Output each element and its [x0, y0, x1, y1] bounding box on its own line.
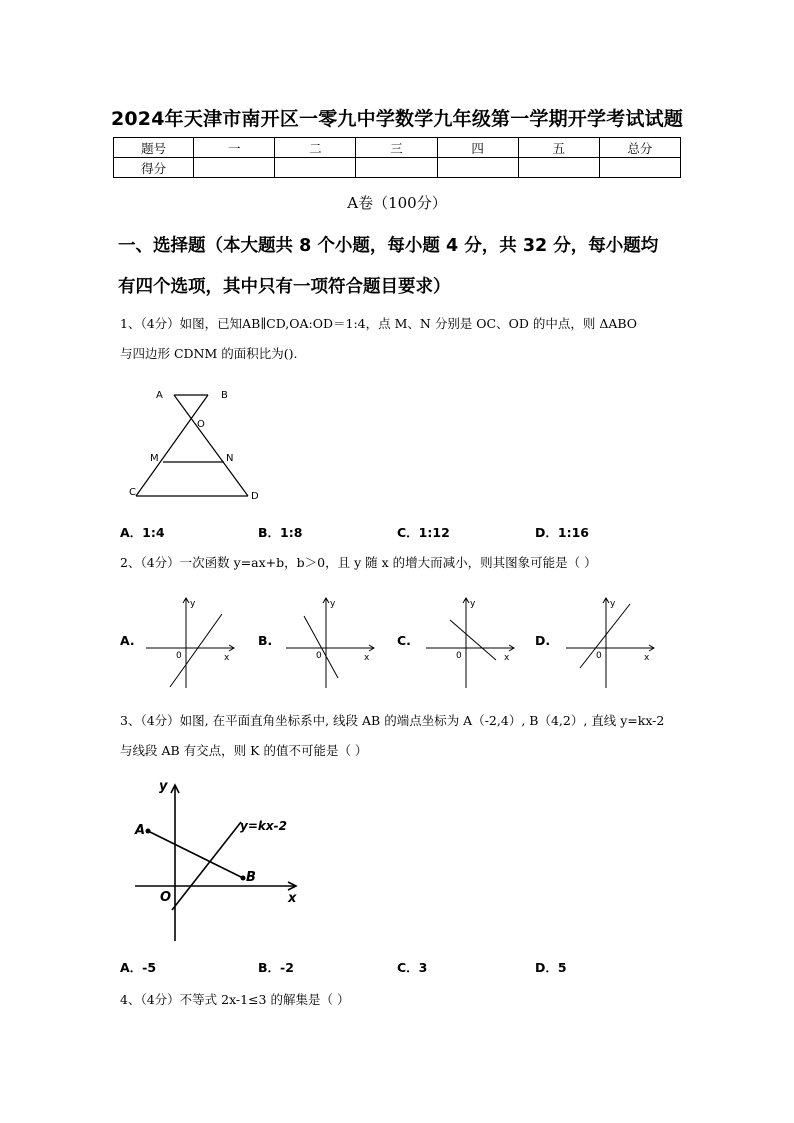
section-heading-line1: 一、选择题（本大题共 8 个小题，每小题 4 分，共 32 分，每小题均 — [118, 236, 659, 256]
x-label: x — [644, 653, 650, 663]
label-o: O — [197, 419, 205, 430]
label-b: B — [221, 390, 228, 401]
origin-label: O — [160, 890, 172, 905]
q2-choice-a[interactable]: A. — [120, 633, 135, 648]
origin-label: 0 — [456, 651, 462, 661]
point-a — [146, 829, 151, 834]
q3-option-b[interactable]: B．-2 — [258, 960, 294, 975]
question-3-line2: 与线段 AB 有交点，则 K 的值不可能是（ ） — [120, 743, 368, 758]
question-1-line2: 与四边形 CDNM 的面积比为(). — [120, 346, 298, 361]
origin-label: 0 — [176, 651, 182, 661]
origin-label: 0 — [316, 651, 322, 661]
q3-option-d[interactable]: D．5 — [535, 960, 567, 975]
score-header-cell: 四 — [437, 138, 518, 158]
question-3-line1: 3、（4分）如图, 在平面直角坐标系中, 线段 AB 的端点坐标为 A（-2,4）, B（4,2）, 直线 y=kx-2 — [120, 713, 665, 728]
q2-choice-c[interactable]: C. — [397, 633, 411, 648]
score-header-cell: 五 — [518, 138, 599, 158]
label-n: N — [226, 453, 234, 464]
label-d: D — [251, 491, 259, 502]
label-m: M — [150, 453, 159, 464]
question-1-line1: 1、（4分）如图，已知AB∥CD,OA:OD＝1:4，点 M、N 分别是 OC、OD 的中点，则 ΔABO — [120, 316, 638, 331]
point-b-label: B — [246, 870, 256, 885]
y-axis-label: y — [159, 779, 168, 794]
score-cell[interactable] — [275, 158, 356, 178]
y-label: y — [470, 599, 476, 609]
line-y-kx-2 — [172, 822, 241, 910]
score-header-cell: 题号 — [114, 138, 194, 158]
y-label: y — [610, 599, 616, 609]
score-header-cell: 二 — [275, 138, 356, 158]
y-label: y — [190, 599, 196, 609]
score-table-score-row — [114, 158, 681, 178]
score-cell[interactable] — [437, 158, 518, 178]
function-line — [304, 616, 338, 678]
x-axis-label: x — [288, 891, 297, 906]
score-cell[interactable] — [194, 158, 275, 178]
q2-graph-b — [280, 592, 380, 692]
score-row-label: 得分 — [114, 158, 194, 178]
origin-label: 0 — [596, 651, 602, 661]
x-label: x — [364, 653, 370, 663]
score-table-header-row — [114, 138, 681, 158]
segment-bc — [136, 395, 208, 496]
question-4-line1: 4、（4分）不等式 2x-1≤3 的解集是（ ） — [120, 992, 350, 1007]
label-c: C — [129, 487, 136, 498]
segment-ad — [174, 395, 248, 496]
question-1-figure — [120, 383, 270, 508]
point-b — [241, 876, 246, 881]
x-label: x — [504, 653, 510, 663]
q1-option-c[interactable]: C．1:12 — [397, 525, 450, 540]
x-label: x — [224, 653, 230, 663]
point-a-label: A — [135, 823, 146, 838]
label-a: A — [156, 390, 163, 401]
score-header-cell: 一 — [194, 138, 275, 158]
q1-option-b[interactable]: B．1:8 — [258, 525, 303, 540]
score-header-cell: 总分 — [599, 138, 680, 158]
q2-graph-a — [140, 592, 240, 692]
q3-option-c[interactable]: C．3 — [397, 960, 428, 975]
question-3-figure — [130, 775, 310, 945]
score-cell[interactable] — [599, 158, 680, 178]
score-cell[interactable] — [518, 158, 599, 178]
q1-option-d[interactable]: D．1:16 — [535, 525, 589, 540]
function-line — [580, 604, 630, 668]
page-title: 2024年天津市南开区一零九中学数学九年级第一学期开学考试试题 — [110, 108, 684, 130]
y-label: y — [330, 599, 336, 609]
score-header-cell: 三 — [356, 138, 437, 158]
q1-option-a[interactable]: A．1:4 — [120, 525, 165, 540]
q2-graph-c — [420, 592, 520, 692]
section-heading-line2: 有四个选项，其中只有一项符合题目要求） — [118, 277, 451, 297]
volume-heading: A卷（100分） — [347, 194, 447, 212]
score-table — [113, 137, 681, 178]
q2-choice-d[interactable]: D. — [535, 633, 551, 648]
question-2-line1: 2、（4分）一次函数 y=ax+b，b＞0，且 y 随 x 的增大而减小，则其图象可能是（ ） — [120, 555, 597, 570]
score-cell[interactable] — [356, 158, 437, 178]
q2-choice-b[interactable]: B. — [258, 633, 273, 648]
q2-graph-d — [560, 592, 660, 692]
line-label: y=kx-2 — [240, 819, 287, 833]
q3-option-a[interactable]: A．-5 — [120, 960, 157, 975]
